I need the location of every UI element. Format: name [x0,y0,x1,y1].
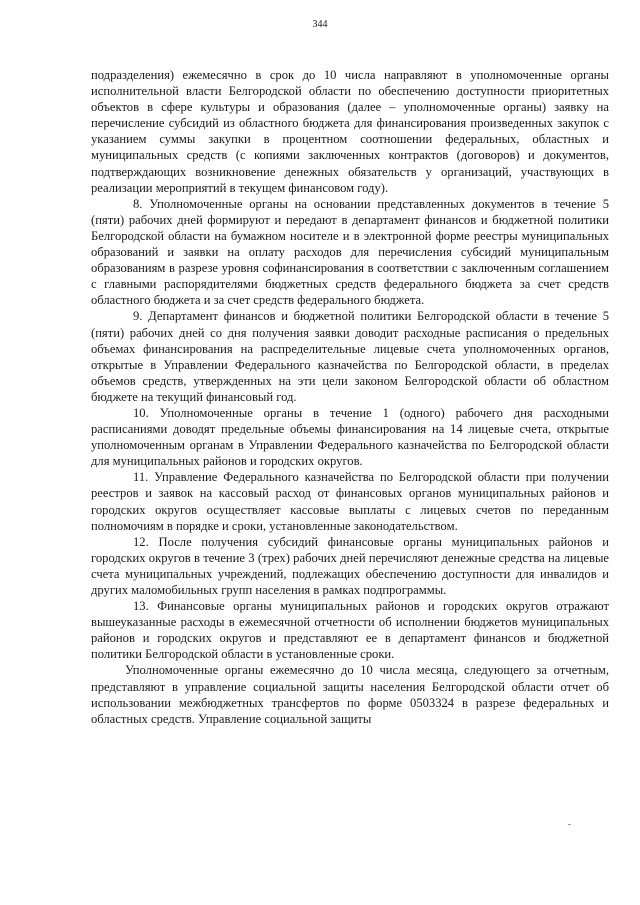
paragraph-11: 11. Управление Федерального казначейства по Белгородской области при получении реестров и заявок на кассовый расход от финансовых органов муниципальных районов и городских округов осуществляет кассовые выплаты с лицевых счетов по переданным полномочиям в порядке и сроки, установленные законодательством. [91,470,609,533]
paragraph-10: 10. Уполномоченные органы в течение 1 (одного) рабочего дня расходными расписаниями доводят предельные объемы финансирования на 14 лицевые счета, открытые уполномоченным органам в Управлении Федерального казначейства по Белгородской области для муниципальных районов и городских округов. [91,405,609,469]
document-body [91,67,609,727]
paragraph-8: 8. Уполномоченные органы на основании представленных документов в течение 5 (пяти) рабочих дней формируют и передают в департамент финансов и бюджетной политики Белгородской области на бумажном носителе и в электронной форме реестры муниципальных образований и заявки на оплату расходов для перечисления субсидий муниципальным образованиям в разрезе уровня софинансирования в соответствии с заключенным соглашением с главными распорядителями бюджетных средств федерального бюджета за счет средств областного бюджета и за счет средств федерального бюджета. [91,196,609,308]
paragraph-9: 9. Департамент финансов и бюджетной политики Белгородской области в течение 5 (пяти) рабочих дней со дня получения заявки доводит расходные расписания о предельных объемах финансирования на распределительные лицевые счета уполномоченных органов, открытые в Управлении Федерального казначейства по Белгородской области, в пределах объемов средств, утвержденных на эти цели законом Белгородской области об областном бюджете на текущий финансовый год. [91,309,609,404]
paragraph-reporting: Уполномоченные органы ежемесячно до 10 числа месяца, следующего за отчетным, представляют в управление социальной защиты населения Белгородской области отчет об использовании межбюджетных трансфертов по форме 0503324 в разрезе федеральных и областных средств. Управление социальной защиты [91,663,609,726]
paragraph-intro: подразделения) ежемесячно в срок до 10 числа направляют в уполномоченные органы исполнительной власти Белгородской области по обеспечению доступности приоритетных объектов в сфере культуры и образования (далее – уполномоченные органы) заявку на перечисление субсидий из областного бюджета для финансирования произведенных закупок с указанием суммы закупки в процентном соотношении федеральных, областных и муниципальных средств (с копиями заключенных контрактов (договоров) и документов, подтверждающих возникновение денежных обязательств у организаций, участвующих в реализации мероприятий в текущем финансовом году). [91,68,609,195]
paragraph-13: 13. Финансовые органы муниципальных районов и городских округов отражают вышеуказанные расходы в ежемесячной отчетности об исполнении бюджетов муниципальных районов и городских округов и представляют ее в департамент финансов и бюджетной политики Белгородской области в установленные сроки. [91,599,609,662]
page-number: 344 [312,19,328,30]
scan-mark [568,824,571,825]
paragraph-12: 12. После получения субсидий финансовые органы муниципальных районов и городских округов в течение 3 (трех) рабочих дней перечисляют денежные средства на лицевые счета муниципальных учреждений, подлежащих обеспечению доступности для инвалидов и других маломобильных групп населения в рамках подпрограммы. [91,534,609,597]
